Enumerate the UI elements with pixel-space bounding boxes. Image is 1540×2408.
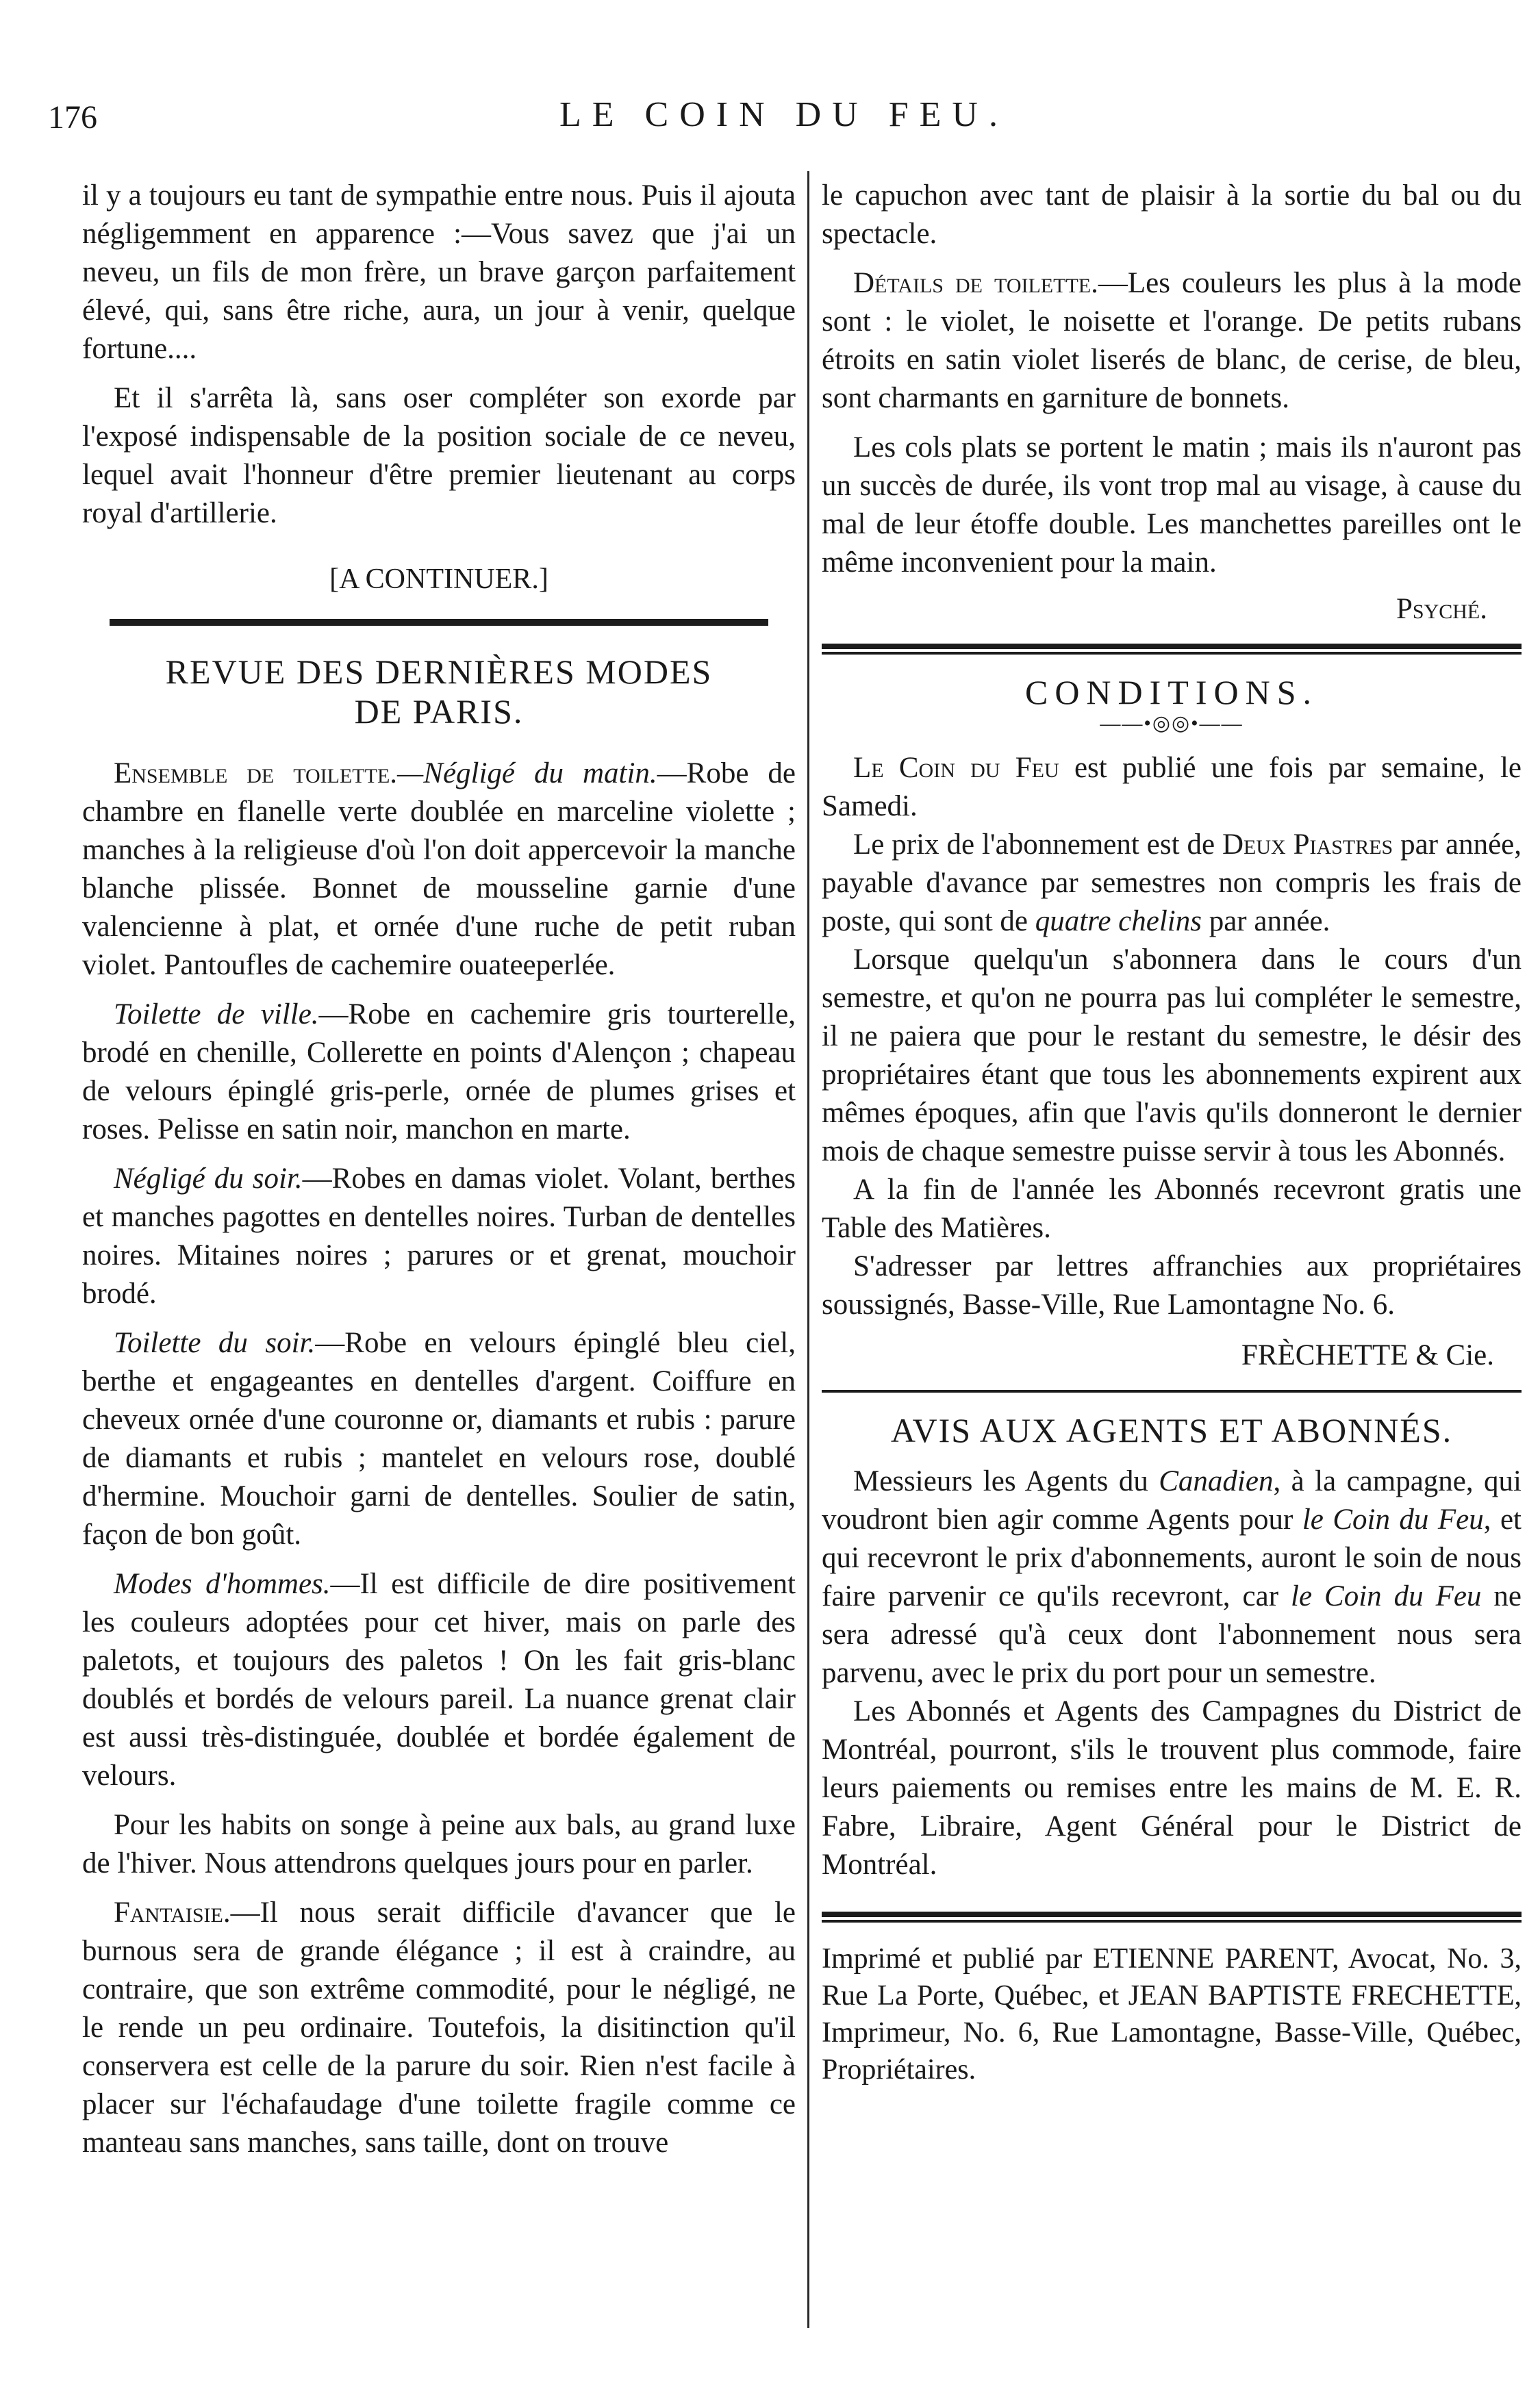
- fashion-paragraph: le capuchon avec tant de plaisir à la sortie du bal ou du spectacle.: [822, 179, 1522, 250]
- paper-name: Le Coin du Feu: [853, 752, 1059, 784]
- fashion-paragraph: Pour les habits on songe à peine aux bals, au grand luxe de l'hiver. Nous attendrons quelques jours pour en parler.: [82, 1809, 796, 1879]
- fashion-paragraph: Les cols plats se portent le matin ; mais ils n'auront pas un succès de durée, ils vont trop mal au visage, à cause du mal de leur étoffe double. Les manchettes pareilles ont le même inconvenient pour la main.: [822, 431, 1522, 579]
- paragraph-text: par année.: [1201, 905, 1330, 937]
- notice-paragraph: [822, 1462, 1522, 1693]
- paper-title: le Coin du Feu: [1302, 1504, 1484, 1536]
- fashion-paragraph: [82, 996, 796, 1149]
- paragraph-text: —Il nous serait difficile d'avancer que le burnous sera de grande élégance ; il est à craindre, au contraire, que son extrême commodité, pour le négligé, ne le rende un peu ordinaire. Toutefois, la disitinction qu'il conservera est celle de la parure du soir. Rien n'est facile à placer sur l'échafaudage d'une toilette fragile comme ce manteau sans manches, sans taille, dont on trouve: [82, 1897, 796, 2159]
- ornament-divider: ——•◎◎•——: [1100, 712, 1244, 735]
- subscription-price: Deux Piastres: [1222, 828, 1393, 861]
- paragraph-text: —Robe de chambre en flanelle verte doublée en marceline violette ; manches à la religieuse d'où l'on doit appercevoir la manche blanche plissée. Bonnet de mousseline garnie d'une valencienne à plat, et ornée d'une ruche de petit ruban violet. Pantoufles de cachemire ouateeperlée.: [82, 757, 796, 981]
- conditions-paragraph: S'adresser par lettres affranchies aux propriétaires soussignés, Basse-Ville, Rue Lamontagne No. 6.: [822, 1250, 1522, 1321]
- conditions-title: CONDITIONS.: [1024, 673, 1319, 711]
- fashion-paragraph: [82, 1324, 796, 1554]
- section-lead: Fantaisie.: [114, 1897, 231, 1929]
- paragraph-text: —Il est difficile de dire positivement les couleurs adoptées pour cet hiver, mais on parle des paletots, et toujours des paletos ! On les fait gris-blanc doublés et bordés de velours pareil. La nuance grenat clair est aussi très-distinguée, doublée et bordée également de velours.: [82, 1568, 796, 1792]
- paragraph-text: par année, payable d'avance par semestres non compris les frais de poste, qui sont de: [822, 828, 1522, 937]
- conditions-paragraph: [822, 749, 1522, 826]
- postage-amount: quatre chelins: [1035, 905, 1202, 937]
- section-lead: Ensemble de toilette.: [114, 757, 398, 789]
- fashion-paragraph: [82, 1565, 796, 1795]
- newspaper-name: Canadien: [1159, 1465, 1274, 1497]
- paragraph-text: —Robe en velours épinglé bleu ciel, berthe et engageantes en dentelles d'argent. Coiffure en cheveux ornée d'une couronne or, diamants et rubis : parure de diamants et rubis ; mantelet en velours rose, doublé d'hermine. Mouchoir garni de dentelles. Soulier de satin, façon de bon goût.: [82, 1327, 796, 1551]
- paragraph-text: , à la campagne, qui voudront bien agir comme Agents pour: [822, 1465, 1522, 1536]
- section-lead: Négligé du soir.: [114, 1163, 303, 1195]
- section-lead: Détails de toilette.: [853, 267, 1098, 299]
- paragraph-text: Le prix de l'abonnement est de: [853, 828, 1222, 861]
- page-number: 176: [48, 99, 97, 136]
- notice-paragraph: Les Abonnés et Agents des Campagnes du District de Montréal, pourront, s'ils le trouvent plus commode, faire leurs paiements ou remises entre les mains de M. E. R. Fabre, Libraire, Agent Général pour le District de Montréal.: [822, 1695, 1522, 1881]
- fashion-paragraph: [82, 1160, 796, 1313]
- section-rule: [110, 619, 768, 626]
- paragraph-text: , et qui recevront le prix d'abonnements, auront le soin de nous faire parvenir ce qu'ils recevront, car: [822, 1504, 1522, 1612]
- paragraph-text: —Robes en damas violet. Volant, berthes et manches pagottes en dentelles noires. Turban de dentelles noires. Mitaines noires ; parures or et grenat, mouchoir brodé.: [82, 1163, 796, 1310]
- section-lead: Modes d'hommes.: [114, 1568, 331, 1600]
- section-rule: [822, 1390, 1522, 1393]
- paragraph-text: Messieurs les Agents du: [853, 1465, 1159, 1497]
- page-header: [48, 89, 1520, 144]
- fashion-paragraph: [822, 264, 1522, 418]
- title-line: REVUE DES DERNIÈRES MODES: [165, 652, 713, 691]
- right-column: [822, 177, 1522, 2088]
- story-paragraph: il y a toujours eu tant de sympathie entre nous. Puis il ajouta négligemment en apparence :—Vous savez que j'ai un neveu, un fils de mon frère, un brave garçon parfaitement élevé, qui, sans être riche, aura, un jour à venir, quelque fortune....: [82, 179, 796, 365]
- paragraph-text: ne sera adressé qu'à ceux dont l'abonnement nous sera parvenu, avec le prix du port pour un semestre.: [822, 1580, 1522, 1689]
- to-continue-note: [A CONTINUER.]: [329, 563, 548, 595]
- conditions-paragraph: [822, 826, 1522, 941]
- left-column: [82, 177, 796, 2162]
- imprint: Imprimé et publié par ETIENNE PARENT, Avocat, No. 3, Rue La Porte, Québec, et JEAN BAPTISTE FRECHETTE, Imprimeur, No. 6, Rue Lamontagne, Basse-Ville, Québec, Propriétaires.: [822, 1943, 1522, 2086]
- section-lead: Toilette de ville.: [114, 998, 319, 1030]
- section-rule: [822, 644, 1522, 655]
- paragraph-text: —Robe en cachemire gris tourterelle, brodé en chenille, Collerette en points d'Alençon ; chapeau de velours épinglé gris-perle, ornée de plumes grises et roses. Pelisse en satin noir, manchon en marte.: [82, 998, 796, 1145]
- publisher-firm: FRÈCHETTE & Cie.: [1241, 1339, 1494, 1371]
- title-line: DE PARIS.: [354, 692, 524, 731]
- conditions-paragraph: Lorsque quelqu'un s'abonnera dans le cours d'un semestre, et qu'on ne pourra pas lui compléter le semestre, il ne paiera que pour le restant du semestre, le désir des propriétaires étant que tous les abonnements expirent aux mêmes époques, afin que l'avis qu'ils donneront le dernier mois de chaque semestre puisse servir à tous les Abonnés.: [822, 943, 1522, 1167]
- fashion-paragraph: [82, 755, 796, 985]
- paper-title: le Coin du Feu: [1291, 1580, 1482, 1612]
- column-divider: [807, 171, 809, 2328]
- conditions-paragraph: A la fin de l'année les Abonnés recevront gratis une Table des Matières.: [822, 1174, 1522, 1244]
- running-title: LE COIN DU FEU.: [559, 95, 1009, 134]
- fashion-paragraph: [82, 1894, 796, 2162]
- paragraph-text: —Les couleurs les plus à la mode sont : le violet, le noisette et l'orange. De petits rubans étroits en satin violet liserés de blanc, de cerise, de bleu, sont charmants en garniture de bonnets.: [822, 267, 1522, 414]
- section-subtitle: —Négligé du matin.: [397, 757, 657, 789]
- notice-title: AVIS AUX AGENTS ET ABONNÉS.: [890, 1411, 1453, 1449]
- author-signature: Psyché.: [1396, 593, 1487, 625]
- story-paragraph: Et il s'arrêta là, sans oser compléter son exorde par l'exposé indispensable de la position sociale de ce neveu, lequel avait l'honneur d'être premier lieutenant au corps royal d'artillerie.: [82, 382, 796, 529]
- section-rule: [822, 1912, 1522, 1923]
- paragraph-text: est publié une fois par semaine, le Samedi.: [822, 752, 1522, 822]
- fashion-review-title: [82, 652, 796, 731]
- section-lead: Toilette du soir.: [114, 1327, 316, 1359]
